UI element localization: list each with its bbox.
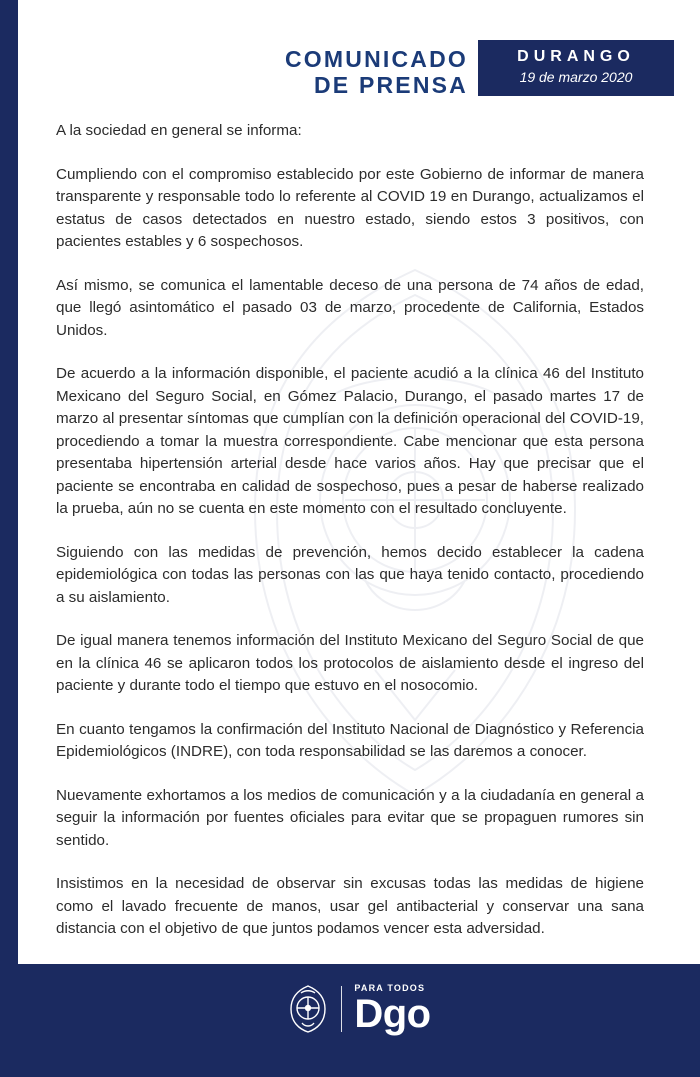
body-paragraph: En cuanto tengamos la confirmación del Instituto Nacional de Diagnóstico y Referencia Epidemiológicos (INDRE), con toda responsabilidad se las daremos a conocer. [56, 720, 644, 760]
page-title-line1: COMUNICADO [285, 46, 468, 72]
wordmark-text: Dgo [354, 992, 431, 1036]
document-header [18, 40, 700, 106]
body-paragraph: A la sociedad en general se informa: [56, 122, 302, 139]
body-paragraph: De igual manera tenemos información del Instituto Mexicano del Seguro Social de que en la clínica 46 se aplicaron todos los protocolos de aislamiento desde el ingreso del paciente y durante todo el tiempo que estuvo en el nosocomio. [56, 632, 644, 694]
wordmark-tagline: PARA TODOS [354, 983, 426, 993]
body-paragraph: Así mismo, se comunica el lamentable deceso de una persona de 74 años de edad, que llegó asintomático el pasado 03 de marzo, procedente de California, Estados Unidos. [56, 276, 644, 339]
body-paragraph: Siguiendo con las medidas de prevención, hemos decido establecer la cadena epidemiológica con todas las personas con las que haya tenido contacto, procediendo a su aislamiento. [56, 543, 644, 606]
footer-logo-group [18, 984, 700, 1034]
document-footer [18, 964, 700, 1077]
page-title-line2: DE PRENSA [314, 72, 468, 98]
publication-date: 19 de marzo 2020 [519, 69, 633, 85]
left-accent-bar [0, 0, 18, 1077]
page-title [285, 46, 468, 98]
body-paragraph: Nuevamente exhortamos a los medios de comunicación y a la ciudadanía en general a seguir la información por fuentes oficiales para evitar que se propaguen rumores sin sentido. [56, 786, 644, 849]
state-name: DURANGO [517, 48, 635, 65]
logo-divider [341, 986, 342, 1032]
body-paragraph: De acuerdo a la información disponible, el paciente acudió a la clínica 46 del Instituto Mexicano del Seguro Social, en Gómez Palacio, Durango, el pasado martes 17 de marzo al presentar síntomas que cumplían con la definición operacional del COVID-19, procediendo a tomar la muestra correspondiente. Cabe mencionar que esta persona presentaba hipertensión arterial desde hace varios años. Hay que precisar que el paciente se encontraba en calidad de sospechoso, pues a pesar de haberse realizado la prueba, aún no se cuenta en este momento con el resultado concluyente. [56, 365, 644, 517]
document-body [56, 120, 644, 962]
durango-seal-icon [287, 984, 329, 1034]
date-badge [478, 40, 674, 96]
body-paragraph: Cumpliendo con el compromiso establecido por este Gobierno de informar de manera transparente y responsable todo lo referente al COVID 19 en Durango, actualizamos el estatus de casos detectados en nuestro estado, siendo estos 3 positivos, con pacientes estables y 6 sospechosos. [56, 165, 644, 250]
body-paragraph: Insistimos en la necesidad de observar sin excusas todas las medidas de higiene como el lavado frecuente de manos, usar gel antibacterial y conservar una sana distancia con el objetivo de que juntos podamos vencer esta adversidad. [56, 875, 644, 937]
government-wordmark [354, 984, 430, 1034]
